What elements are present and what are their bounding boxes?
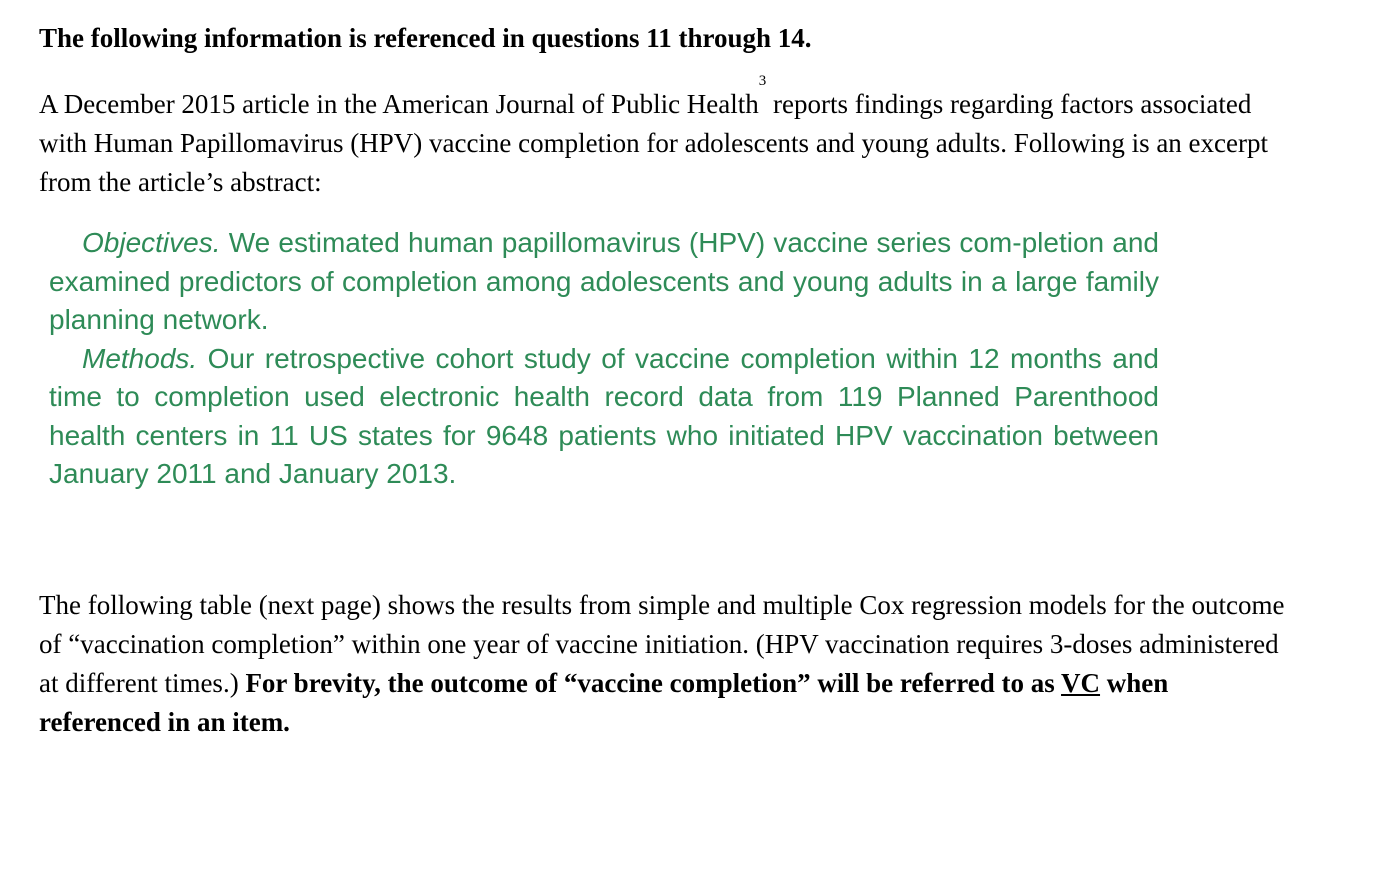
abstract-methods xyxy=(49,340,1159,494)
brevity-note-end: when referenced in an item. xyxy=(39,668,1169,737)
objectives-label: Objectives. xyxy=(82,227,221,258)
intro-text-start: A December 2015 article in the American Journal of Public Health xyxy=(39,89,759,119)
table-description-text: The following table (next page) shows the results from simple and multiple Cox regression models for the outcome of “vaccination completion” within one year of vaccine initiation. (HPV vaccination requires 3-doses administered at different times.) xyxy=(39,590,1285,698)
section-heading: The following information is referenced in questions 11 through 14. xyxy=(39,23,812,53)
abstract-excerpt xyxy=(49,224,1159,494)
intro-text-end: reports findings regarding factors associated with Human Papillomavirus (HPV) vaccine completion for adolescents and young adults. Following is an excerpt from the article’s abstract: xyxy=(39,89,1269,197)
methods-text: Our retrospective cohort study of vaccine completion within 12 months and time to completion used electronic health record data from 119 Planned Parenthood health centers in 11 US states for 9648 patients who initiated HPV vaccination between January 2011 and January 2013. xyxy=(49,342,1159,489)
intro-paragraph xyxy=(39,73,1279,202)
citation-superscript: 3 xyxy=(758,73,767,89)
brevity-note-start: For brevity, the outcome of “vaccine completion” will be referred to as xyxy=(245,668,1062,698)
vc-abbreviation: VC xyxy=(1061,668,1101,698)
objectives-text: We estimated human papillomavirus (HPV) vaccine series com-pletion and examined predictors of completion among adolescents and young adults in a large family planning network. xyxy=(49,227,1159,335)
methods-label: Methods. xyxy=(82,342,198,374)
abstract-objectives xyxy=(49,224,1159,340)
table-description-paragraph xyxy=(39,586,1289,742)
